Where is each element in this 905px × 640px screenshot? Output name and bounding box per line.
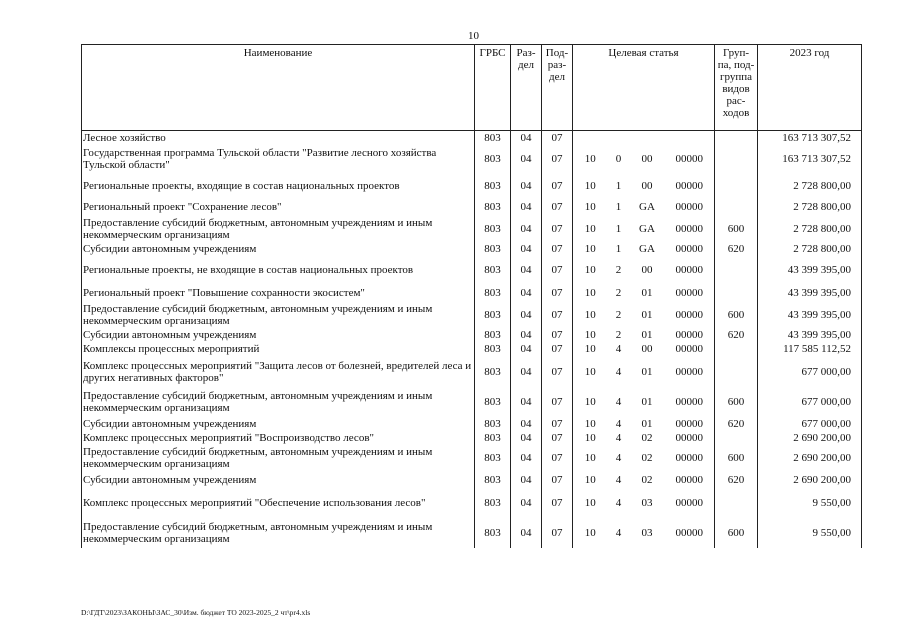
table-row	[82, 328, 862, 343]
row-expense-group: 600	[715, 518, 758, 548]
row-name: Комплекс процессных мероприятий "Защита лесов от болезней, вредителей леса и других негативных факторов"	[82, 356, 475, 388]
row-podrazdel: 07	[542, 432, 573, 445]
row-razdel: 04	[511, 242, 542, 256]
row-podrazdel: 07	[542, 216, 573, 242]
row-razdel: 04	[511, 216, 542, 242]
row-razdel: 04	[511, 356, 542, 388]
row-target-subprogram: 4	[615, 343, 622, 355]
header-year: 2023 год	[758, 45, 862, 131]
row-target-program: 10	[573, 199, 608, 216]
row-podrazdel: 07	[542, 471, 573, 489]
row-razdel: 04	[511, 432, 542, 445]
table-row	[82, 256, 862, 284]
row-grbs: 803	[475, 471, 511, 489]
row-target-event: 03	[641, 526, 653, 539]
table-row	[82, 356, 862, 388]
row-amount-2023: 43 399 395,00	[758, 284, 862, 302]
table-row	[82, 242, 862, 256]
row-target-subprogram: 0	[615, 152, 622, 165]
row-expense-group	[715, 199, 758, 216]
row-name: Предоставление субсидий бюджетным, автономным учреждениям и иным некоммерческим организациям	[82, 518, 475, 548]
row-name: Лесное хозяйство	[82, 131, 475, 145]
row-grbs: 803	[475, 284, 511, 302]
row-target-subprogram: 4	[615, 473, 622, 486]
row-amount-2023: 117 585 112,52	[758, 343, 862, 356]
row-target-direction: 00000	[665, 388, 715, 417]
table-header-row	[82, 45, 862, 131]
row-name: Региональный проект "Сохранение лесов"	[82, 199, 475, 216]
row-razdel: 04	[511, 284, 542, 302]
row-razdel: 04	[511, 343, 542, 356]
row-target-program: 10	[573, 256, 608, 284]
row-target-direction: 00000	[665, 302, 715, 328]
row-amount-2023: 677 000,00	[758, 356, 862, 388]
row-target-program: 10	[573, 518, 608, 548]
row-amount-2023: 677 000,00	[758, 388, 862, 417]
row-name: Предоставление субсидий бюджетным, автономным учреждениям и иным некоммерческим организациям	[82, 216, 475, 242]
row-target-subprogram: 4	[615, 418, 622, 430]
row-target-subprogram: 1	[615, 201, 622, 213]
row-target-event: 00	[641, 263, 653, 276]
row-expense-group	[715, 145, 758, 173]
row-target-event: 01	[641, 365, 653, 378]
row-expense-group	[715, 343, 758, 356]
row-razdel: 04	[511, 417, 542, 432]
row-amount-2023: 9 550,00	[758, 489, 862, 518]
row-razdel: 04	[511, 489, 542, 518]
row-expense-group	[715, 284, 758, 302]
row-target-event: 01	[641, 418, 653, 430]
row-target-program: 10	[573, 356, 608, 388]
row-grbs: 803	[475, 216, 511, 242]
row-target-direction: 00000	[665, 471, 715, 489]
row-target-subprogram: 4	[615, 497, 622, 509]
row-target-event: 00	[641, 343, 653, 355]
row-target-program: 10	[573, 445, 608, 471]
row-grbs: 803	[475, 432, 511, 445]
header-grbs: ГРБС	[475, 45, 511, 131]
row-target-subprogram: 4	[615, 451, 622, 464]
row-target-event	[630, 131, 665, 145]
row-target-event: 00	[641, 179, 653, 192]
row-target-event: 00	[641, 152, 653, 165]
row-target-event: GA	[639, 201, 655, 213]
row-target-direction: 00000	[665, 242, 715, 256]
row-razdel: 04	[511, 328, 542, 343]
row-name: Предоставление субсидий бюджетным, автономным учреждениям и иным некоммерческим организациям	[82, 445, 475, 471]
row-target-program: 10	[573, 145, 608, 173]
row-podrazdel: 07	[542, 518, 573, 548]
row-podrazdel: 07	[542, 388, 573, 417]
table-row	[82, 518, 862, 548]
row-name: Комплексы процессных мероприятий	[82, 343, 475, 356]
row-target-direction: 00000	[665, 518, 715, 548]
row-podrazdel: 07	[542, 417, 573, 432]
row-name: Государственная программа Тульской области "Развитие лесного хозяйства Тульской области"	[82, 145, 475, 173]
table-row	[82, 417, 862, 432]
row-target-subprogram: 4	[615, 365, 622, 378]
table-row	[82, 199, 862, 216]
row-target-event: 02	[641, 451, 653, 464]
row-grbs: 803	[475, 173, 511, 199]
row-expense-group: 600	[715, 388, 758, 417]
row-target-subprogram: 1	[615, 222, 622, 235]
row-podrazdel: 07	[542, 131, 573, 145]
row-razdel: 04	[511, 518, 542, 548]
row-target-subprogram: 2	[615, 263, 622, 276]
row-grbs: 803	[475, 199, 511, 216]
row-grbs: 803	[475, 417, 511, 432]
row-name: Региональные проекты, входящие в состав национальных проектов	[82, 173, 475, 199]
table-row	[82, 131, 862, 145]
row-target-direction: 00000	[665, 489, 715, 518]
row-razdel: 04	[511, 173, 542, 199]
page-number: 10	[468, 30, 479, 42]
row-expense-group	[715, 356, 758, 388]
row-name: Региональные проекты, не входящие в состав национальных проектов	[82, 256, 475, 284]
row-name: Субсидии автономным учреждениям	[82, 417, 475, 432]
row-grbs: 803	[475, 518, 511, 548]
table-row	[82, 216, 862, 242]
row-target-subprogram: 1	[615, 242, 622, 255]
table-row	[82, 173, 862, 199]
footer-file-path: D:\ГДТ\2023\ЗАКОНЫ\ЗАС_30\Изм. бюджет ТО 2023-2025_2 чт\pr4.xls	[81, 608, 311, 617]
row-target-direction: 00000	[665, 216, 715, 242]
row-target-program: 10	[573, 328, 608, 343]
table-row	[82, 302, 862, 328]
row-expense-group: 600	[715, 302, 758, 328]
row-target-subprogram: 2	[615, 329, 622, 341]
row-target-program: 10	[573, 284, 608, 302]
row-name: Предоставление субсидий бюджетным, автономным учреждениям и иным некоммерческим организациям	[82, 388, 475, 417]
row-name: Субсидии автономным учреждениям	[82, 242, 475, 256]
row-expense-group: 620	[715, 417, 758, 432]
row-target-direction: 00000	[665, 445, 715, 471]
row-target-program: 10	[573, 173, 608, 199]
row-target-direction: 00000	[665, 343, 715, 356]
row-grbs: 803	[475, 302, 511, 328]
row-target-direction	[665, 131, 715, 145]
row-name: Комплекс процессных мероприятий "Обеспечение использования лесов"	[82, 489, 475, 518]
row-target-direction: 00000	[665, 356, 715, 388]
row-target-subprogram: 1	[615, 179, 622, 192]
row-grbs: 803	[475, 131, 511, 145]
row-target-event: 01	[641, 396, 653, 408]
table-row	[82, 432, 862, 445]
row-target-program: 10	[573, 242, 608, 256]
row-grbs: 803	[475, 145, 511, 173]
row-podrazdel: 07	[542, 328, 573, 343]
table-body	[82, 131, 862, 548]
row-name: Комплекс процессных мероприятий "Воспроизводство лесов"	[82, 432, 475, 445]
row-target-program: 10	[573, 489, 608, 518]
table-row	[82, 343, 862, 356]
row-amount-2023: 163 713 307,52	[758, 131, 862, 145]
row-target-program: 10	[573, 417, 608, 432]
row-name: Субсидии автономным учреждениям	[82, 471, 475, 489]
row-expense-group	[715, 173, 758, 199]
row-target-program: 10	[573, 388, 608, 417]
table-row	[82, 388, 862, 417]
row-podrazdel: 07	[542, 256, 573, 284]
row-target-program: 10	[573, 471, 608, 489]
row-target-subprogram: 4	[615, 432, 622, 444]
row-target-subprogram	[608, 131, 630, 145]
row-target-program: 10	[573, 302, 608, 328]
row-target-direction: 00000	[665, 417, 715, 432]
row-target-event: 01	[641, 329, 653, 341]
row-amount-2023: 2 728 800,00	[758, 216, 862, 242]
row-amount-2023: 9 550,00	[758, 518, 862, 548]
row-podrazdel: 07	[542, 242, 573, 256]
row-target-subprogram: 4	[615, 526, 622, 539]
row-razdel: 04	[511, 145, 542, 173]
table-row	[82, 489, 862, 518]
row-amount-2023: 43 399 395,00	[758, 328, 862, 343]
header-name: Наименование	[82, 45, 475, 131]
row-expense-group	[715, 489, 758, 518]
row-target-program: 10	[573, 343, 608, 356]
row-target-event: GA	[639, 222, 655, 235]
header-podrazdel: Под- раз- дел	[542, 45, 573, 131]
row-razdel: 04	[511, 256, 542, 284]
row-target-direction: 00000	[665, 145, 715, 173]
row-grbs: 803	[475, 356, 511, 388]
row-grbs: 803	[475, 328, 511, 343]
row-podrazdel: 07	[542, 445, 573, 471]
row-amount-2023: 43 399 395,00	[758, 256, 862, 284]
row-amount-2023: 2 690 200,00	[758, 432, 862, 445]
row-target-event: GA	[639, 242, 655, 255]
row-podrazdel: 07	[542, 489, 573, 518]
row-name: Субсидии автономным учреждениям	[82, 328, 475, 343]
row-target-direction: 00000	[665, 256, 715, 284]
row-name: Предоставление субсидий бюджетным, автономным учреждениям и иным некоммерческим организациям	[82, 302, 475, 328]
row-razdel: 04	[511, 388, 542, 417]
row-amount-2023: 2 690 200,00	[758, 471, 862, 489]
row-target-direction: 00000	[665, 328, 715, 343]
row-expense-group	[715, 256, 758, 284]
row-target-event: 03	[641, 497, 653, 509]
row-target-program: 10	[573, 216, 608, 242]
row-target-event: 01	[641, 308, 653, 321]
budget-table	[81, 44, 862, 548]
row-target-event: 02	[641, 432, 653, 444]
row-amount-2023: 2 690 200,00	[758, 445, 862, 471]
table-row	[82, 145, 862, 173]
row-amount-2023: 2 728 800,00	[758, 199, 862, 216]
row-target-event: 02	[641, 473, 653, 486]
row-target-direction: 00000	[665, 432, 715, 445]
row-target-subprogram: 2	[615, 286, 622, 299]
row-podrazdel: 07	[542, 173, 573, 199]
row-target-direction: 00000	[665, 173, 715, 199]
row-amount-2023: 2 728 800,00	[758, 173, 862, 199]
row-amount-2023: 2 728 800,00	[758, 242, 862, 256]
row-target-program	[573, 131, 608, 145]
row-target-subprogram: 2	[615, 308, 622, 321]
row-expense-group: 620	[715, 471, 758, 489]
row-podrazdel: 07	[542, 284, 573, 302]
row-amount-2023: 163 713 307,52	[758, 145, 862, 173]
row-podrazdel: 07	[542, 199, 573, 216]
header-group: Груп- па, под- группа видов рас- ходов	[715, 45, 758, 131]
header-razdel: Раз- дел	[511, 45, 542, 131]
row-grbs: 803	[475, 489, 511, 518]
row-target-subprogram: 4	[615, 396, 622, 408]
header-target: Целевая статья	[573, 45, 715, 131]
row-name: Региональный проект "Повышение сохранности экосистем"	[82, 284, 475, 302]
row-razdel: 04	[511, 131, 542, 145]
row-grbs: 803	[475, 256, 511, 284]
row-expense-group: 600	[715, 216, 758, 242]
row-razdel: 04	[511, 199, 542, 216]
row-grbs: 803	[475, 388, 511, 417]
row-expense-group: 620	[715, 328, 758, 343]
row-podrazdel: 07	[542, 343, 573, 356]
table-row	[82, 471, 862, 489]
row-razdel: 04	[511, 302, 542, 328]
row-podrazdel: 07	[542, 356, 573, 388]
row-target-direction: 00000	[665, 199, 715, 216]
row-target-direction: 00000	[665, 284, 715, 302]
row-razdel: 04	[511, 471, 542, 489]
row-grbs: 803	[475, 242, 511, 256]
row-grbs: 803	[475, 445, 511, 471]
row-razdel: 04	[511, 445, 542, 471]
table-row	[82, 284, 862, 302]
row-grbs: 803	[475, 343, 511, 356]
row-target-event: 01	[641, 286, 653, 299]
row-target-program: 10	[573, 432, 608, 445]
row-podrazdel: 07	[542, 145, 573, 173]
table-row	[82, 445, 862, 471]
row-podrazdel: 07	[542, 302, 573, 328]
row-expense-group	[715, 432, 758, 445]
row-expense-group	[715, 131, 758, 145]
row-amount-2023: 43 399 395,00	[758, 302, 862, 328]
row-expense-group: 620	[715, 242, 758, 256]
row-amount-2023: 677 000,00	[758, 417, 862, 432]
row-expense-group: 600	[715, 445, 758, 471]
